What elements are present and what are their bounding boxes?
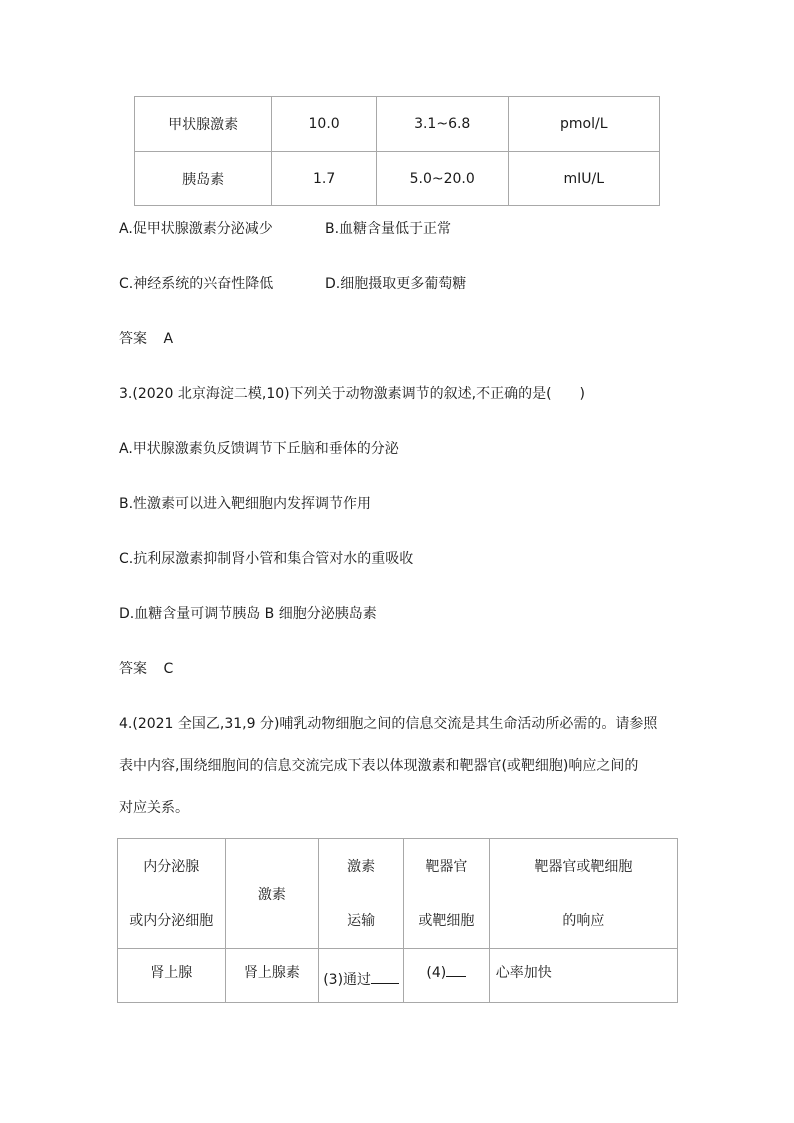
header-text: 靶器官或靶细胞 xyxy=(534,858,633,875)
table-row xyxy=(135,152,660,206)
option-b: B.性激素可以进入靶细胞内发挥调节作用 xyxy=(119,496,372,512)
table-cell: 10.0 xyxy=(272,97,377,152)
answer-line xyxy=(119,658,173,678)
option-c: C.神经系统的兴奋性降低 xyxy=(119,276,274,292)
table-row xyxy=(118,949,678,1003)
option-d: D.血糖含量可调节胰岛 B 细胞分泌胰岛素 xyxy=(119,606,377,622)
header-text: 的响应 xyxy=(562,912,605,929)
option-c: C.抗利尿激素抑制肾小管和集合管对水的重吸收 xyxy=(119,551,414,567)
header-text: 内分泌腺 xyxy=(143,858,200,875)
table-cell xyxy=(319,949,404,1003)
option-a: A.甲状腺激素负反馈调节下丘脑和垂体的分泌 xyxy=(119,441,399,457)
header-text: 激素 xyxy=(347,858,376,875)
fill-blank[interactable] xyxy=(371,969,399,984)
answer-label: 答案 xyxy=(119,331,147,347)
table-cell: 1.7 xyxy=(272,152,377,206)
question-stem: 对应关系。 xyxy=(119,800,189,816)
question-stem: 表中内容,围绕细胞间的信息交流完成下表以体现激素和靶器官(或靶细胞)响应之间的 xyxy=(119,758,639,774)
table-cell: 胰岛素 xyxy=(135,152,272,206)
fill-blank[interactable] xyxy=(446,962,466,977)
table-header-cell xyxy=(118,839,226,949)
answer-value: A xyxy=(163,331,174,347)
table-cell: 肾上腺素 xyxy=(225,949,319,1003)
table-cell: 3.1~6.8 xyxy=(376,97,508,152)
table-header-row xyxy=(118,839,678,949)
option-d: D.细胞摄取更多葡萄糖 xyxy=(325,276,467,292)
table-cell: mIU/L xyxy=(508,152,659,206)
header-text: 运输 xyxy=(347,912,376,929)
answer-value: C xyxy=(163,661,174,677)
option-b: B.血糖含量低于正常 xyxy=(325,221,452,237)
table-header-cell xyxy=(404,839,490,949)
table-header-cell xyxy=(319,839,404,949)
table-cell: 5.0~20.0 xyxy=(376,152,508,206)
table-cell: 心率加快 xyxy=(489,949,677,1003)
hormone-response-table xyxy=(117,838,678,1003)
table-cell: pmol/L xyxy=(508,97,659,152)
table-cell xyxy=(404,949,490,1003)
hormone-level-table xyxy=(134,96,660,206)
answer-label: 答案 xyxy=(119,661,147,677)
table-cell: 甲状腺激素 xyxy=(135,97,272,152)
table-row xyxy=(135,97,660,152)
header-text: 靶器官 xyxy=(425,858,468,875)
question-stem: 3.(2020 北京海淀二模,10)下列关于动物激素调节的叙述,不正确的是( ) xyxy=(119,386,585,402)
answer-line xyxy=(119,328,173,348)
table-header-cell: 激素 xyxy=(225,839,319,949)
question-stem: 4.(2021 全国乙,31,9 分)哺乳动物细胞之间的信息交流是其生命活动所必需的。请参照 xyxy=(119,716,658,732)
header-text: 或靶细胞 xyxy=(418,912,475,929)
header-text: 或内分泌细胞 xyxy=(129,912,214,929)
table-cell: 肾上腺 xyxy=(118,949,226,1003)
fill-blank-prefix: (4) xyxy=(426,965,447,981)
option-a: A.促甲状腺激素分泌减少 xyxy=(119,221,273,237)
table-header-cell xyxy=(489,839,677,949)
fill-blank-prefix: (3)通过 xyxy=(323,972,372,988)
